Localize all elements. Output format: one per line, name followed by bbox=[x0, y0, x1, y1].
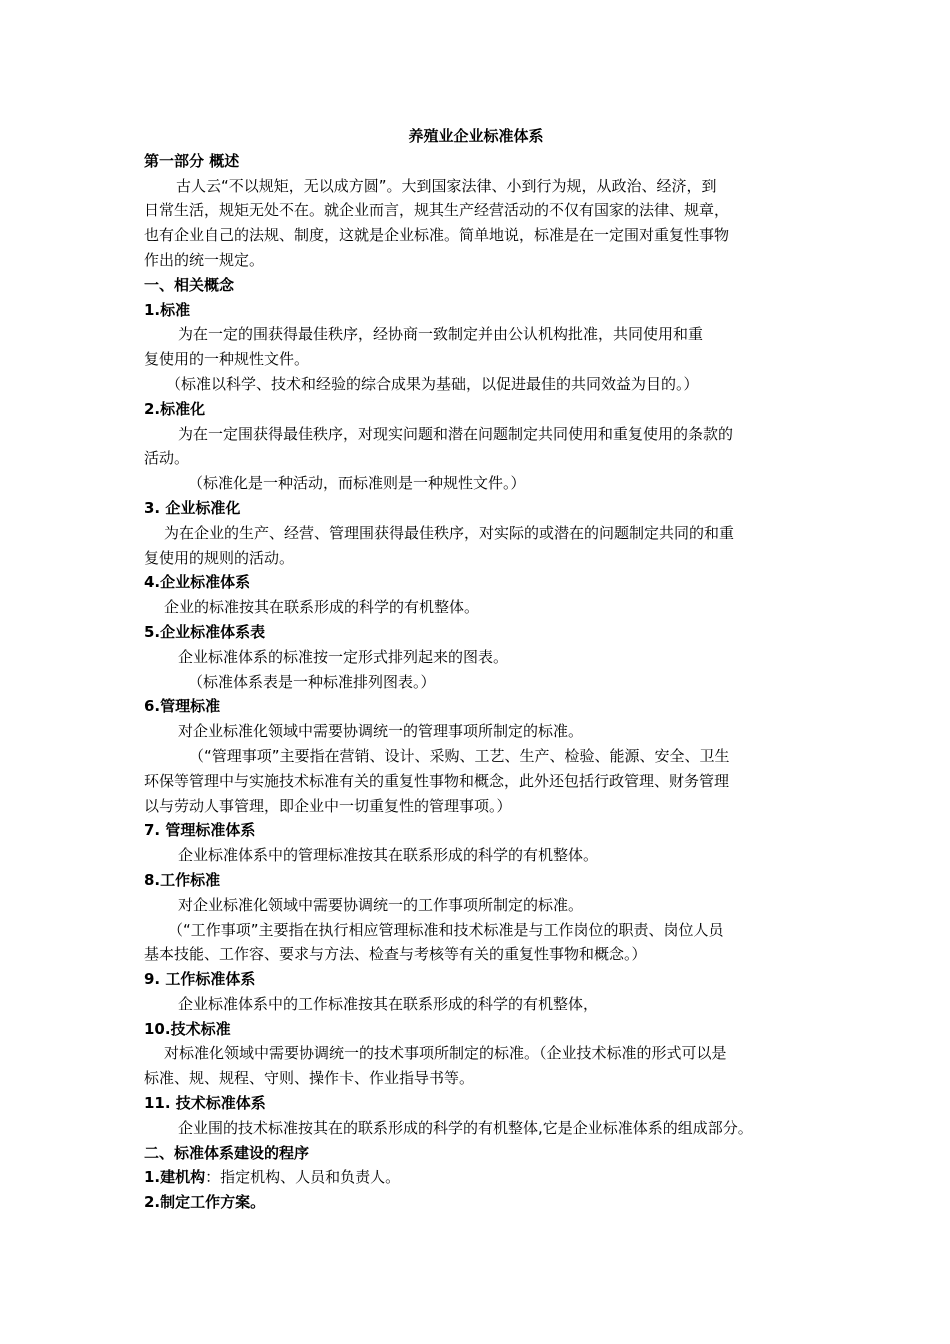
intro-line: 作出的统一规定。 bbox=[144, 250, 265, 269]
concept-heading: 5.企业标准体系表 bbox=[144, 622, 266, 641]
part1-heading: 第一部分 概述 bbox=[144, 151, 240, 170]
concept-heading: 7. 管理标准体系 bbox=[144, 821, 256, 840]
concept-text: 企业围的技术标准按其在的联系形成的科学的有机整体,它是企业标准体系的组成部分。 bbox=[178, 1118, 753, 1137]
concept-text: 对企业标准化领域中需要协调统一的工作事项所制定的标准。 bbox=[178, 895, 584, 914]
concept-note: （标准以科学、技术和经验的综合成果为基础，以促进最佳的共同效益为目的。） bbox=[166, 374, 699, 393]
intro-line: 古人云“不以规矩，无以成方圆”。大到国家法律、小到行为规，从政治、经济，到 bbox=[176, 176, 717, 195]
step-label: 1.建机构 bbox=[144, 1168, 206, 1187]
intro-line: 日常生活，规矩无处不在。就企业而言，规其生产经营活动的不仅有国家的法律、规章， bbox=[144, 201, 730, 220]
concept-text: 企业的标准按其在联系形成的科学的有机整体。 bbox=[164, 598, 480, 617]
concept-text: 标准、规、规程、守则、操作卡、作业指导书等。 bbox=[144, 1069, 475, 1088]
concept-note: （“工作事项”主要指在执行相应管理标准和技术标准是与工作岗位的职责、岗位人员 bbox=[168, 920, 724, 939]
concept-text: 复使用的一种规性文件。 bbox=[144, 350, 310, 369]
concept-heading: 4.企业标准体系 bbox=[144, 573, 251, 592]
document-title: 养殖业企业标准体系 bbox=[408, 127, 544, 145]
section2-heading: 二、标准体系建设的程序 bbox=[144, 1143, 310, 1162]
concept-note: 环保等管理中与实施技术标准有关的重复性事物和概念，此外还包括行政管理、财务管理 bbox=[144, 771, 730, 790]
concept-text: 复使用的规则的活动。 bbox=[144, 548, 295, 567]
concept-heading: 2.标准化 bbox=[144, 399, 206, 418]
concept-text: 为在企业的生产、经营、管理围获得最佳秩序，对实际的或潜在的问题制定共同的和重 bbox=[164, 523, 735, 542]
concept-heading: 3. 企业标准化 bbox=[144, 498, 241, 517]
concept-heading: 9. 工作标准体系 bbox=[144, 970, 256, 989]
concept-heading: 8.工作标准 bbox=[144, 870, 221, 889]
concept-text: 企业标准体系中的管理标准按其在联系形成的科学的有机整体。 bbox=[178, 846, 599, 865]
concept-text: 对标准化领域中需要协调统一的技术事项所制定的标准。（企业技术标准的形式可以是 bbox=[164, 1044, 727, 1063]
concept-heading: 1.标准 bbox=[144, 300, 191, 319]
concept-note: （“管理事项”主要指在营销、设计、采购、工艺、生产、检验、能源、安全、卫生 bbox=[189, 746, 730, 765]
concept-text: 为在一定的围获得最佳秩序，经协商一致制定并由公认机构批准，共同使用和重 bbox=[178, 325, 704, 344]
concept-text: 企业标准体系的标准按一定形式排列起来的图表。 bbox=[178, 647, 509, 666]
section1-heading: 一、相关概念 bbox=[144, 275, 235, 294]
concept-note: （标准体系表是一种标准排列图表。） bbox=[188, 672, 436, 691]
document-page bbox=[144, 124, 814, 1215]
concept-text: 活动。 bbox=[144, 449, 190, 468]
concept-text: 对企业标准化领域中需要协调统一的管理事项所制定的标准。 bbox=[178, 722, 584, 741]
concept-heading: 10.技术标准 bbox=[144, 1019, 231, 1038]
concept-text: 为在一定围获得最佳秩序，对现实问题和潜在问题制定共同使用和重复使用的条款的 bbox=[178, 424, 734, 443]
concept-text: 企业标准体系中的工作标准按其在联系形成的科学的有机整体， bbox=[178, 994, 599, 1013]
step-line: 2.制定工作方案。 bbox=[144, 1193, 266, 1212]
concept-note: （标准化是一种活动，而标准则是一种规性文件。） bbox=[188, 474, 526, 493]
concept-heading: 11. 技术标准体系 bbox=[144, 1094, 266, 1113]
concept-heading: 6.管理标准 bbox=[144, 697, 221, 716]
step-line bbox=[144, 1165, 814, 1190]
concept-note: 基本技能、工作容、要求与方法、检查与考核等有关的重复性事物和概念。） bbox=[144, 945, 647, 964]
intro-line: 也有企业自己的法规、制度，这就是企业标准。简单地说，标准是在一定围对重复性事物 bbox=[144, 226, 730, 245]
step-text: ：指定机构、人员和负责人。 bbox=[205, 1168, 401, 1187]
concept-note: 以与劳动人事管理，即企业中一切重复性的管理事项。） bbox=[144, 796, 512, 815]
